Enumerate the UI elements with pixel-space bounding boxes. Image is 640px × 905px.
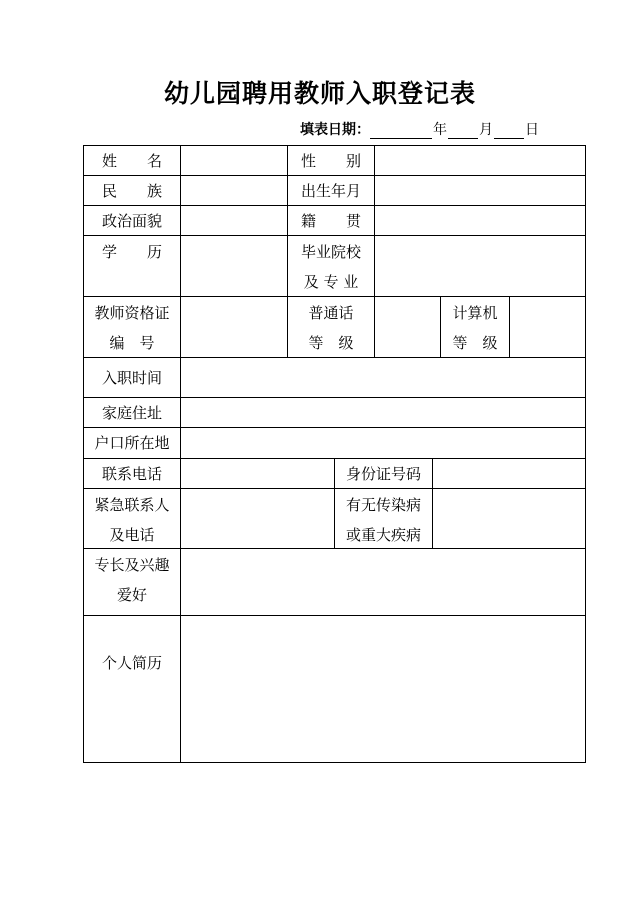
label-line: 等 级	[452, 334, 498, 352]
label-emergency	[83, 488, 181, 549]
label-line: 及 专 业	[303, 273, 359, 291]
fill-date-day-unit: 日	[525, 122, 539, 138]
label-line: 联系电话	[101, 464, 162, 483]
address-field[interactable]	[180, 397, 586, 428]
label-birth	[287, 175, 375, 206]
native-place-field[interactable]	[374, 205, 586, 236]
label-line: 户口所在地	[94, 434, 170, 452]
label-mandarin	[287, 296, 375, 358]
label-ethnicity	[83, 175, 181, 206]
label-phone	[83, 458, 181, 489]
label-resume	[83, 615, 181, 763]
label-line: 普通话	[308, 304, 354, 322]
hobbies-field[interactable]	[180, 548, 586, 616]
label-line: 出生年月	[300, 181, 361, 200]
label-address	[83, 397, 181, 428]
gender-field[interactable]	[374, 145, 586, 176]
label-line: 紧急联系人	[94, 496, 170, 514]
fill-date-label: 填表日期：	[300, 122, 370, 138]
label-line: 爱好	[116, 586, 147, 604]
label-school-major	[287, 235, 375, 297]
label-disease	[334, 488, 433, 549]
mandarin-field[interactable]	[374, 296, 441, 358]
label-line: 个人简历	[101, 654, 162, 672]
label-id-number	[334, 458, 433, 489]
id-number-field[interactable]	[432, 458, 586, 489]
teacher-cert-field[interactable]	[180, 296, 288, 358]
fill-date-month-unit: 月	[479, 122, 493, 138]
label-line: 民 族	[101, 181, 162, 200]
label-line: 毕业院校	[300, 243, 361, 261]
political-field[interactable]	[180, 205, 288, 236]
label-line: 教师资格证	[94, 304, 170, 322]
label-line: 入职时间	[101, 368, 162, 387]
label-political	[83, 205, 181, 236]
name-field[interactable]	[180, 145, 288, 176]
hukou-field[interactable]	[180, 427, 586, 459]
label-line: 性 别	[300, 151, 361, 170]
fill-date-year-unit: 年	[433, 122, 447, 138]
label-computer	[440, 296, 510, 358]
form-title: 幼儿园聘用教师入职登记表	[163, 79, 476, 108]
label-line: 或重大疾病	[345, 526, 421, 544]
education-field[interactable]	[180, 235, 288, 297]
ethnicity-field[interactable]	[180, 175, 288, 206]
label-line: 及电话	[109, 526, 155, 544]
label-gender	[287, 145, 375, 176]
label-line: 籍 贯	[300, 211, 361, 230]
resume-field[interactable]	[180, 615, 586, 763]
label-line: 计算机	[452, 304, 498, 322]
label-teacher-cert	[83, 296, 181, 358]
label-line: 有无传染病	[345, 496, 421, 514]
label-entry-date	[83, 357, 181, 398]
label-line: 家庭住址	[101, 403, 162, 422]
label-native-place	[287, 205, 375, 236]
label-hukou	[83, 427, 181, 459]
phone-field[interactable]	[180, 458, 335, 489]
computer-field[interactable]	[509, 296, 586, 358]
school-major-field[interactable]	[374, 235, 586, 297]
emergency-field[interactable]	[180, 488, 335, 549]
birth-field[interactable]	[374, 175, 586, 206]
label-line: 等 级	[308, 334, 354, 352]
label-name	[83, 145, 181, 176]
label-line: 政治面貌	[101, 211, 162, 230]
entry-date-field[interactable]	[180, 357, 586, 398]
label-education	[83, 235, 181, 297]
label-line: 身份证号码	[345, 464, 421, 483]
label-line: 学 历	[101, 243, 162, 261]
label-line: 姓 名	[101, 151, 162, 170]
label-hobbies	[83, 548, 181, 616]
label-line: 专长及兴趣	[94, 556, 170, 574]
disease-field[interactable]	[432, 488, 586, 549]
label-line: 编 号	[109, 334, 155, 352]
